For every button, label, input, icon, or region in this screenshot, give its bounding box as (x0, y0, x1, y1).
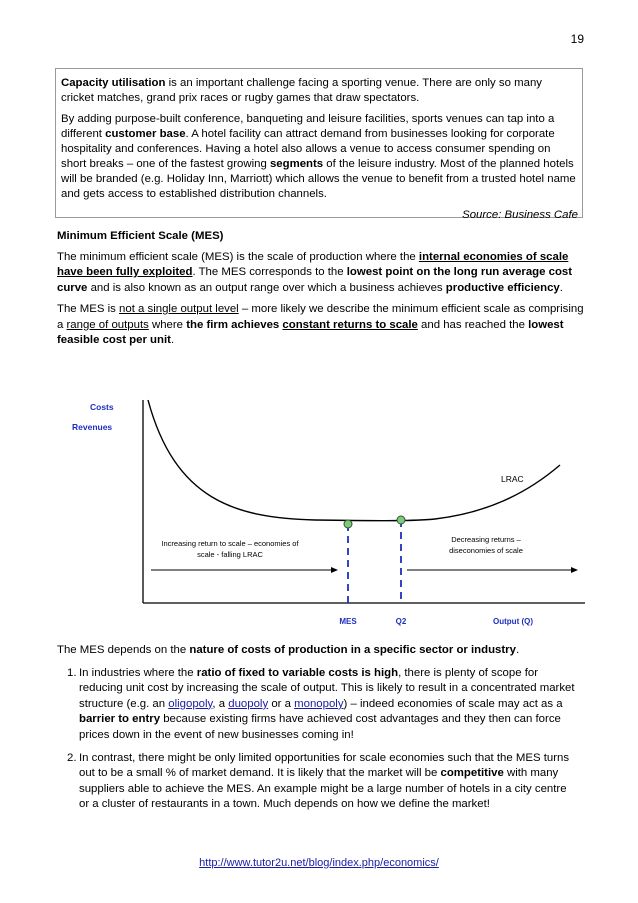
mes-p2-g: constant returns to scale (282, 318, 418, 331)
list-item (57, 666, 577, 743)
item2-a: In contrast, there might be only limited opportunities for scale economies such that the MES turns out to be a small % of market demand. It is likely that the market will be (79, 752, 570, 780)
mes-p1-f: productive efficiency (445, 281, 560, 294)
mes-p1-g: . (559, 281, 563, 294)
list-number: 2. (67, 752, 77, 765)
box-p1-text: is an important challenge facing a sporting venue. There are only so many cricket matches, grand prix races or rugby games that draw spectators. (61, 77, 542, 104)
duopoly-link[interactable]: duopoly (228, 697, 269, 710)
term-customer-base: customer base (105, 128, 186, 140)
mes-point (344, 520, 352, 528)
y-axis-label-revenues: Revenues (72, 422, 113, 432)
item2-b: competitive (440, 767, 504, 780)
item1-c: , there is plenty of scope for reducing unit cost by increasing the scale of output. This is likely to result in a concentrated market structure (e.g. an (79, 667, 575, 710)
mes-p2-f: the firm achieves (186, 318, 283, 331)
lrac-curve (148, 400, 560, 521)
mes-paragraph-1 (57, 250, 585, 297)
q2-axis-label: Q2 (395, 617, 407, 626)
mes-p2-b: not a single output level (119, 303, 239, 315)
mes-p1-c: . The MES corresponds to the (192, 266, 347, 278)
mes-section (57, 229, 585, 349)
x-axis-label: Output (Q) (493, 617, 533, 626)
box-p2-a: By adding purpose-built conference, banqueting and leisure facilities, sports venues can tap into a different (61, 113, 555, 140)
q2-point (397, 516, 405, 524)
right-note-line-2: diseconomies of scale (449, 546, 523, 555)
item1-a: In industries where the (79, 667, 197, 679)
box-paragraph-2 (61, 112, 578, 202)
after-p-b: nature of costs of production in a specific sector or industry (189, 644, 516, 656)
section-heading: Minimum Efficient Scale (MES) (57, 230, 224, 242)
item1-f: ) – indeed economies of scale may act as a (343, 697, 563, 710)
left-note-line-1: Increasing return to scale – economies of (161, 539, 299, 548)
item2-c: with many suppliers able to achieve the MES. An example might be a large number of hotels in a city centre or a cluster of restaurants in a town. Much depends on how we define the market! (79, 767, 567, 811)
monopoly-link[interactable]: monopoly (294, 697, 344, 710)
left-arrow-head (331, 567, 338, 573)
item1-d: , a (212, 697, 229, 710)
page-number: 19 (570, 32, 584, 46)
right-note-line-1: Decreasing returns – (451, 535, 521, 544)
footer-url-link[interactable]: http://www.tutor2u.net/blog/index.php/economics/ (199, 857, 439, 869)
left-note-line-2: scale - falling LRAC (197, 550, 263, 559)
oligopoly-link[interactable]: oligopoly (168, 697, 213, 710)
item1-g: barrier to entry (79, 713, 161, 726)
mes-p2-i: lowest feasible cost per unit (57, 318, 564, 346)
mes-paragraph-2 (57, 302, 585, 349)
right-arrow-head (571, 567, 578, 573)
box-paragraph-1 (61, 76, 578, 106)
lrac-label: LRAC (501, 474, 524, 484)
mes-p2-j: . (170, 334, 175, 346)
item1-e: or a (268, 697, 295, 710)
mes-p1-a: The minimum efficient scale (MES) is the scale of production where the (57, 250, 419, 263)
mes-p2-c: – more likely we describe the minimum efficient scale as comprising a (57, 303, 584, 331)
mes-p2-e: where (148, 318, 187, 331)
box-p2-c: . A hotel facility can attract demand from businesses looking for corporate hospitality and conferences. Having a hotel also allows a venue to access consumer spending on short breaks – one of the fastest growing (61, 128, 555, 170)
footer (0, 857, 638, 869)
item1-b: ratio of fixed to variable costs is high (196, 667, 399, 679)
box-p2-e: of the leisure industry. Most of the planned hotels will be branded (e.g. Holiday Inn, Marriott) which allows the venue to benefit from a trusted hotel name and gets access to established distribution channels. (61, 158, 576, 200)
mes-p2-a: The MES is (57, 303, 120, 315)
mes-p1-d: lowest point on the long run average cost curve (57, 266, 573, 294)
list-number: 1. (67, 667, 77, 679)
mes-p1-e: and is also known as an output range over which a business achieves (87, 281, 446, 294)
after-p-c: . (515, 644, 520, 656)
mes-p1-b: internal economies of scale have been fully exploited (57, 250, 569, 278)
numbered-list (57, 666, 577, 821)
mes-p2-h: and has reached the (417, 318, 529, 331)
lrac-diagram (55, 380, 595, 630)
term-capacity-utilisation: Capacity utilisation (61, 77, 166, 89)
source-citation: Source: Business Cafe (462, 209, 578, 221)
mes-depends-paragraph (57, 643, 585, 659)
after-p-a: The MES depends on the (57, 644, 190, 656)
case-study-box (55, 68, 583, 221)
y-axis-label-costs: Costs (90, 402, 114, 412)
mes-axis-label: MES (339, 617, 357, 626)
list-item (57, 751, 577, 813)
mes-p2-d: range of outputs (66, 318, 149, 331)
term-segments: segments (269, 158, 324, 170)
item1-h: because existing firms have achieved cost advantages and they then can force prices down in the event of new businesses coming in! (79, 713, 561, 741)
